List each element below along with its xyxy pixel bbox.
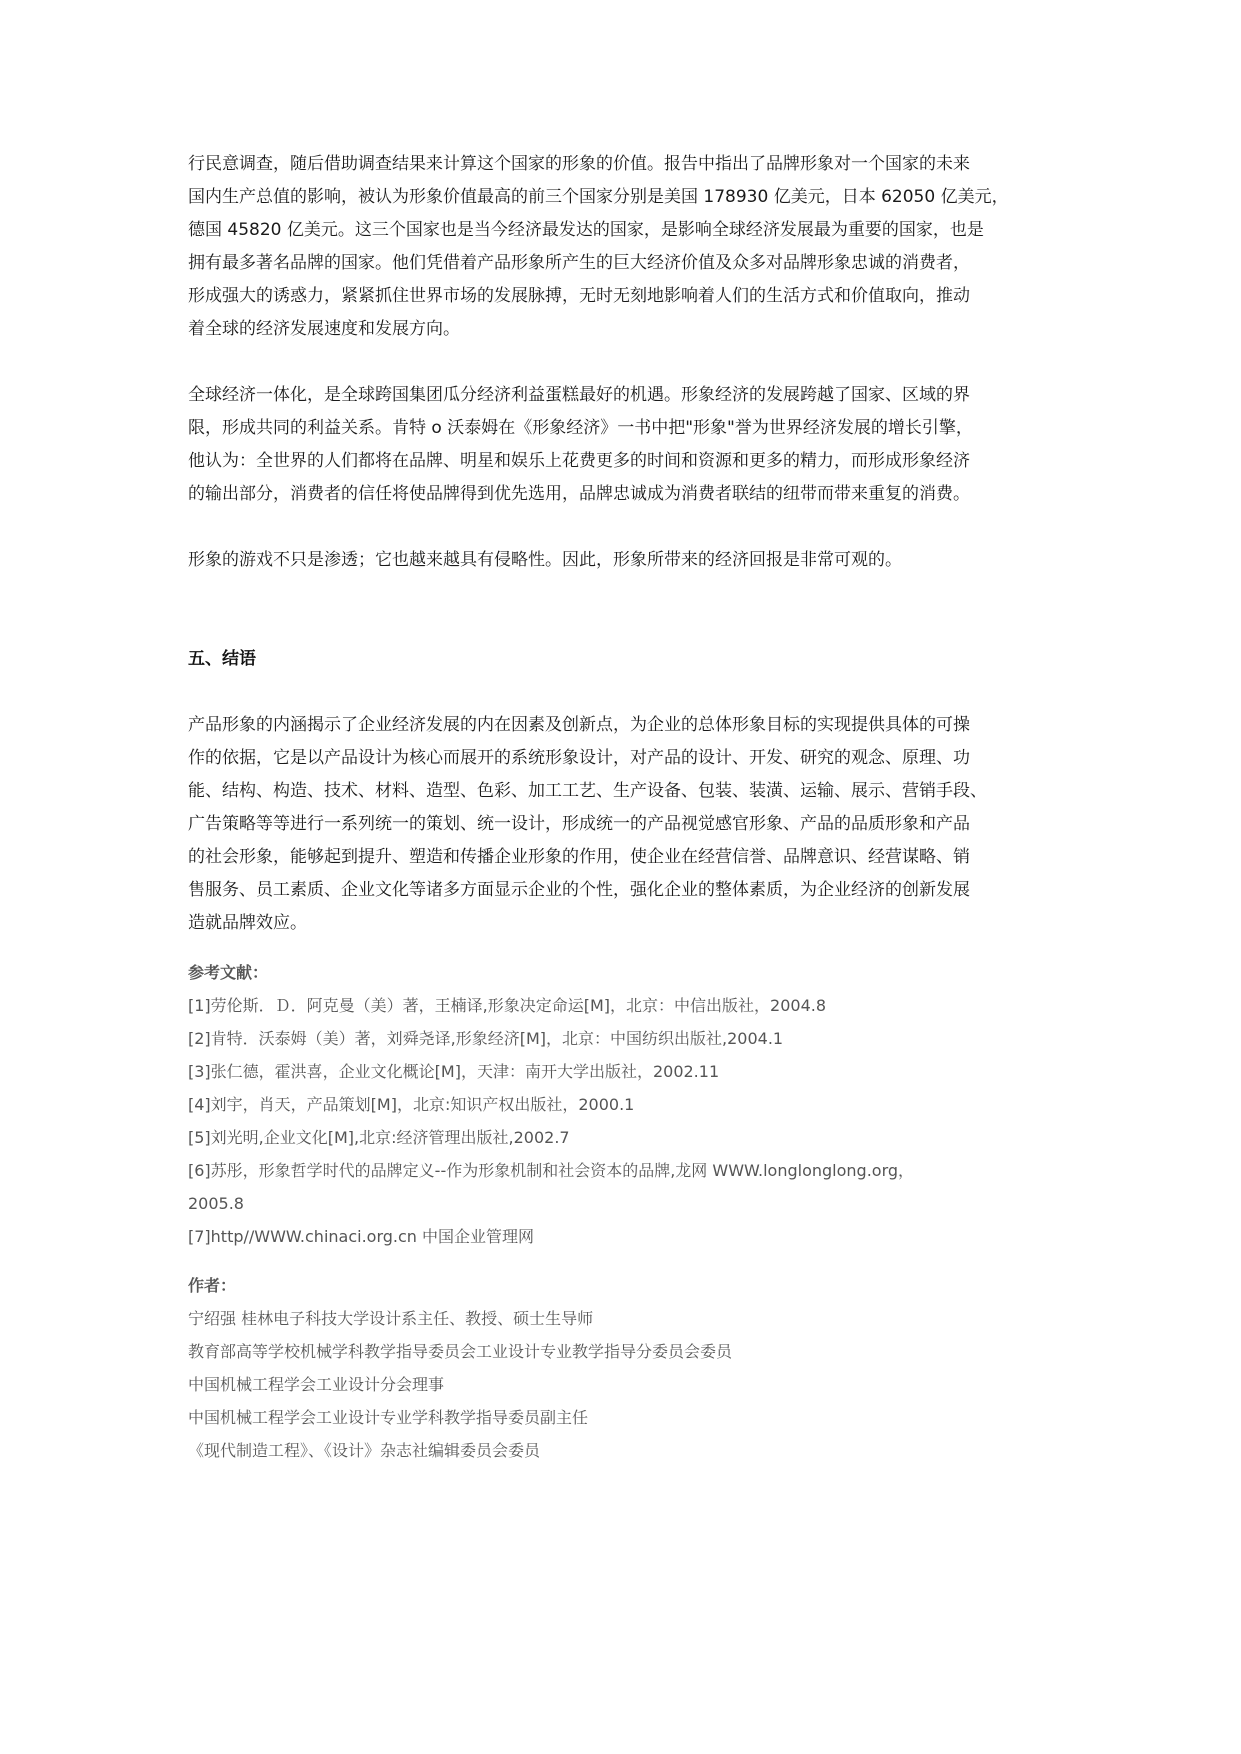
author-title: 作者： — [188, 1276, 237, 1295]
section-5-body — [188, 709, 1058, 940]
section-heading: 五、结语 — [188, 649, 256, 669]
text-line: 全球经济一体化，是全球跨国集团瓜分经济利益蛋糕最好的机遇。形象经济的发展跨越了国家、区域的界 — [188, 385, 970, 405]
text-line: 形象的游戏不只是渗透；它也越来越具有侵略性。因此，形象所带来的经济回报是非常可观的。 — [188, 550, 902, 570]
text-line: 能、结构、构造、技术、材料、造型、色彩、加工工艺、生产设备、包装、装潢、运输、展示、营销手段、 — [188, 781, 987, 801]
author-line: 《现代制造工程》、《设计》杂志社编辑委员会委员 — [188, 1441, 541, 1460]
text-line: 售服务、员工素质、企业文化等诸多方面显示企业的个性，强化企业的整体素质，为企业经济的创新发展 — [188, 880, 970, 900]
text-line: 拥有最多著名品牌的国家。他们凭借着产品形象所产生的巨大经济价值及众多对品牌形象忠诚的消费者， — [188, 253, 970, 273]
author-section — [188, 1269, 1058, 1467]
text-line: 限，形成共同的利益关系。肯特 o 沃泰姆在《形象经济》一书中把"形象"誉为世界经济发展的增长引擎， — [188, 418, 973, 438]
text-line: 产品形象的内涵揭示了企业经济发展的内在因素及创新点，为企业的总体形象目标的实现提供具体的可操 — [188, 715, 970, 735]
author-line: 中国机械工程学会工业设计分会理事 — [188, 1375, 445, 1394]
text-line: 的社会形象，能够起到提升、塑造和传播企业形象的作用，使企业在经营信誉、品牌意识、经营谋略、销 — [188, 847, 970, 867]
spacer — [188, 1253, 1058, 1269]
references-title: 参考文献： — [188, 963, 269, 982]
text-line: 作的依据，它是以产品设计为核心而展开的系统形象设计，对产品的设计、开发、研究的观念、原理、功 — [188, 748, 970, 768]
text-line: 国内生产总值的影响，被认为形象价值最高的前三个国家分别是美国 178930 亿美元，日本 62050 亿美元， — [188, 187, 1009, 207]
reference-item: [3]张仁德，霍洪喜，企业文化概论[M]，天津：南开大学出版社，2002.11 — [188, 1062, 720, 1081]
spacer — [188, 577, 1058, 643]
reference-item: [6]苏彤，形象哲学时代的品牌定义--作为形象机制和社会资本的品牌,龙网 WWW.longlonglong.org， — [188, 1161, 915, 1180]
text-line: 造就品牌效应。 — [188, 913, 307, 933]
text-line: 广告策略等等进行一系列统一的策划、统一设计，形成统一的产品视觉感官形象、产品的品质形象和产品 — [188, 814, 970, 834]
author-line: 中国机械工程学会工业设计专业学科教学指导委员副主任 — [188, 1408, 589, 1427]
spacer — [188, 511, 1058, 544]
spacer — [188, 346, 1058, 379]
spacer — [188, 940, 1058, 956]
document-content — [188, 148, 1058, 1467]
spacer — [188, 676, 1058, 709]
text-line: 的输出部分，消费者的信任将使品牌得到优先选用，品牌忠诚成为消费者联结的纽带而带来重复的消费。 — [188, 484, 970, 504]
references-section — [188, 956, 1058, 1253]
reference-item: [7]http//WWW.chinaci.org.cn 中国企业管理网 — [188, 1227, 535, 1246]
text-line: 着全球的经济发展速度和发展方向。 — [188, 319, 460, 339]
reference-item: [4]刘宇，肖天，产品策划[M]，北京:知识产权出版社，2000.1 — [188, 1095, 635, 1114]
reference-item: [1]劳伦斯．Ｄ．阿克曼（美）著，王楠译,形象决定命运[M]，北京：中信出版社，2004.8 — [188, 996, 827, 1015]
paragraph-2 — [188, 379, 1058, 511]
text-line: 行民意调查，随后借助调查结果来计算这个国家的形象的价值。报告中指出了品牌形象对一个国家的未来 — [188, 154, 970, 174]
text-line: 他认为：全世界的人们都将在品牌、明星和娱乐上花费更多的时间和资源和更多的精力，而形成形象经济 — [188, 451, 970, 471]
reference-item: [2]肯特．沃泰姆（美）著，刘舜尧译,形象经济[M]，北京：中国纺织出版社,2004.1 — [188, 1029, 784, 1048]
text-line: 形成强大的诱惑力，紧紧抓住世界市场的发展脉搏，无时无刻地影响着人们的生活方式和价值取向，推动 — [188, 286, 970, 306]
author-line: 教育部高等学校机械学科教学指导委员会工业设计专业教学指导分委员会委员 — [188, 1342, 733, 1361]
paragraph-1 — [188, 148, 1058, 346]
paragraph-3 — [188, 544, 1058, 577]
reference-item: [5]刘光明,企业文化[M],北京:经济管理出版社,2002.7 — [188, 1128, 570, 1147]
text-line: 德国 45820 亿美元。这三个国家也是当今经济最发达的国家，是影响全球经济发展最为重要的国家，也是 — [188, 220, 984, 240]
reference-item: 2005.8 — [188, 1194, 244, 1213]
author-line: 宁绍强 桂林电子科技大学设计系主任、教授、硕士生导师 — [188, 1309, 594, 1328]
